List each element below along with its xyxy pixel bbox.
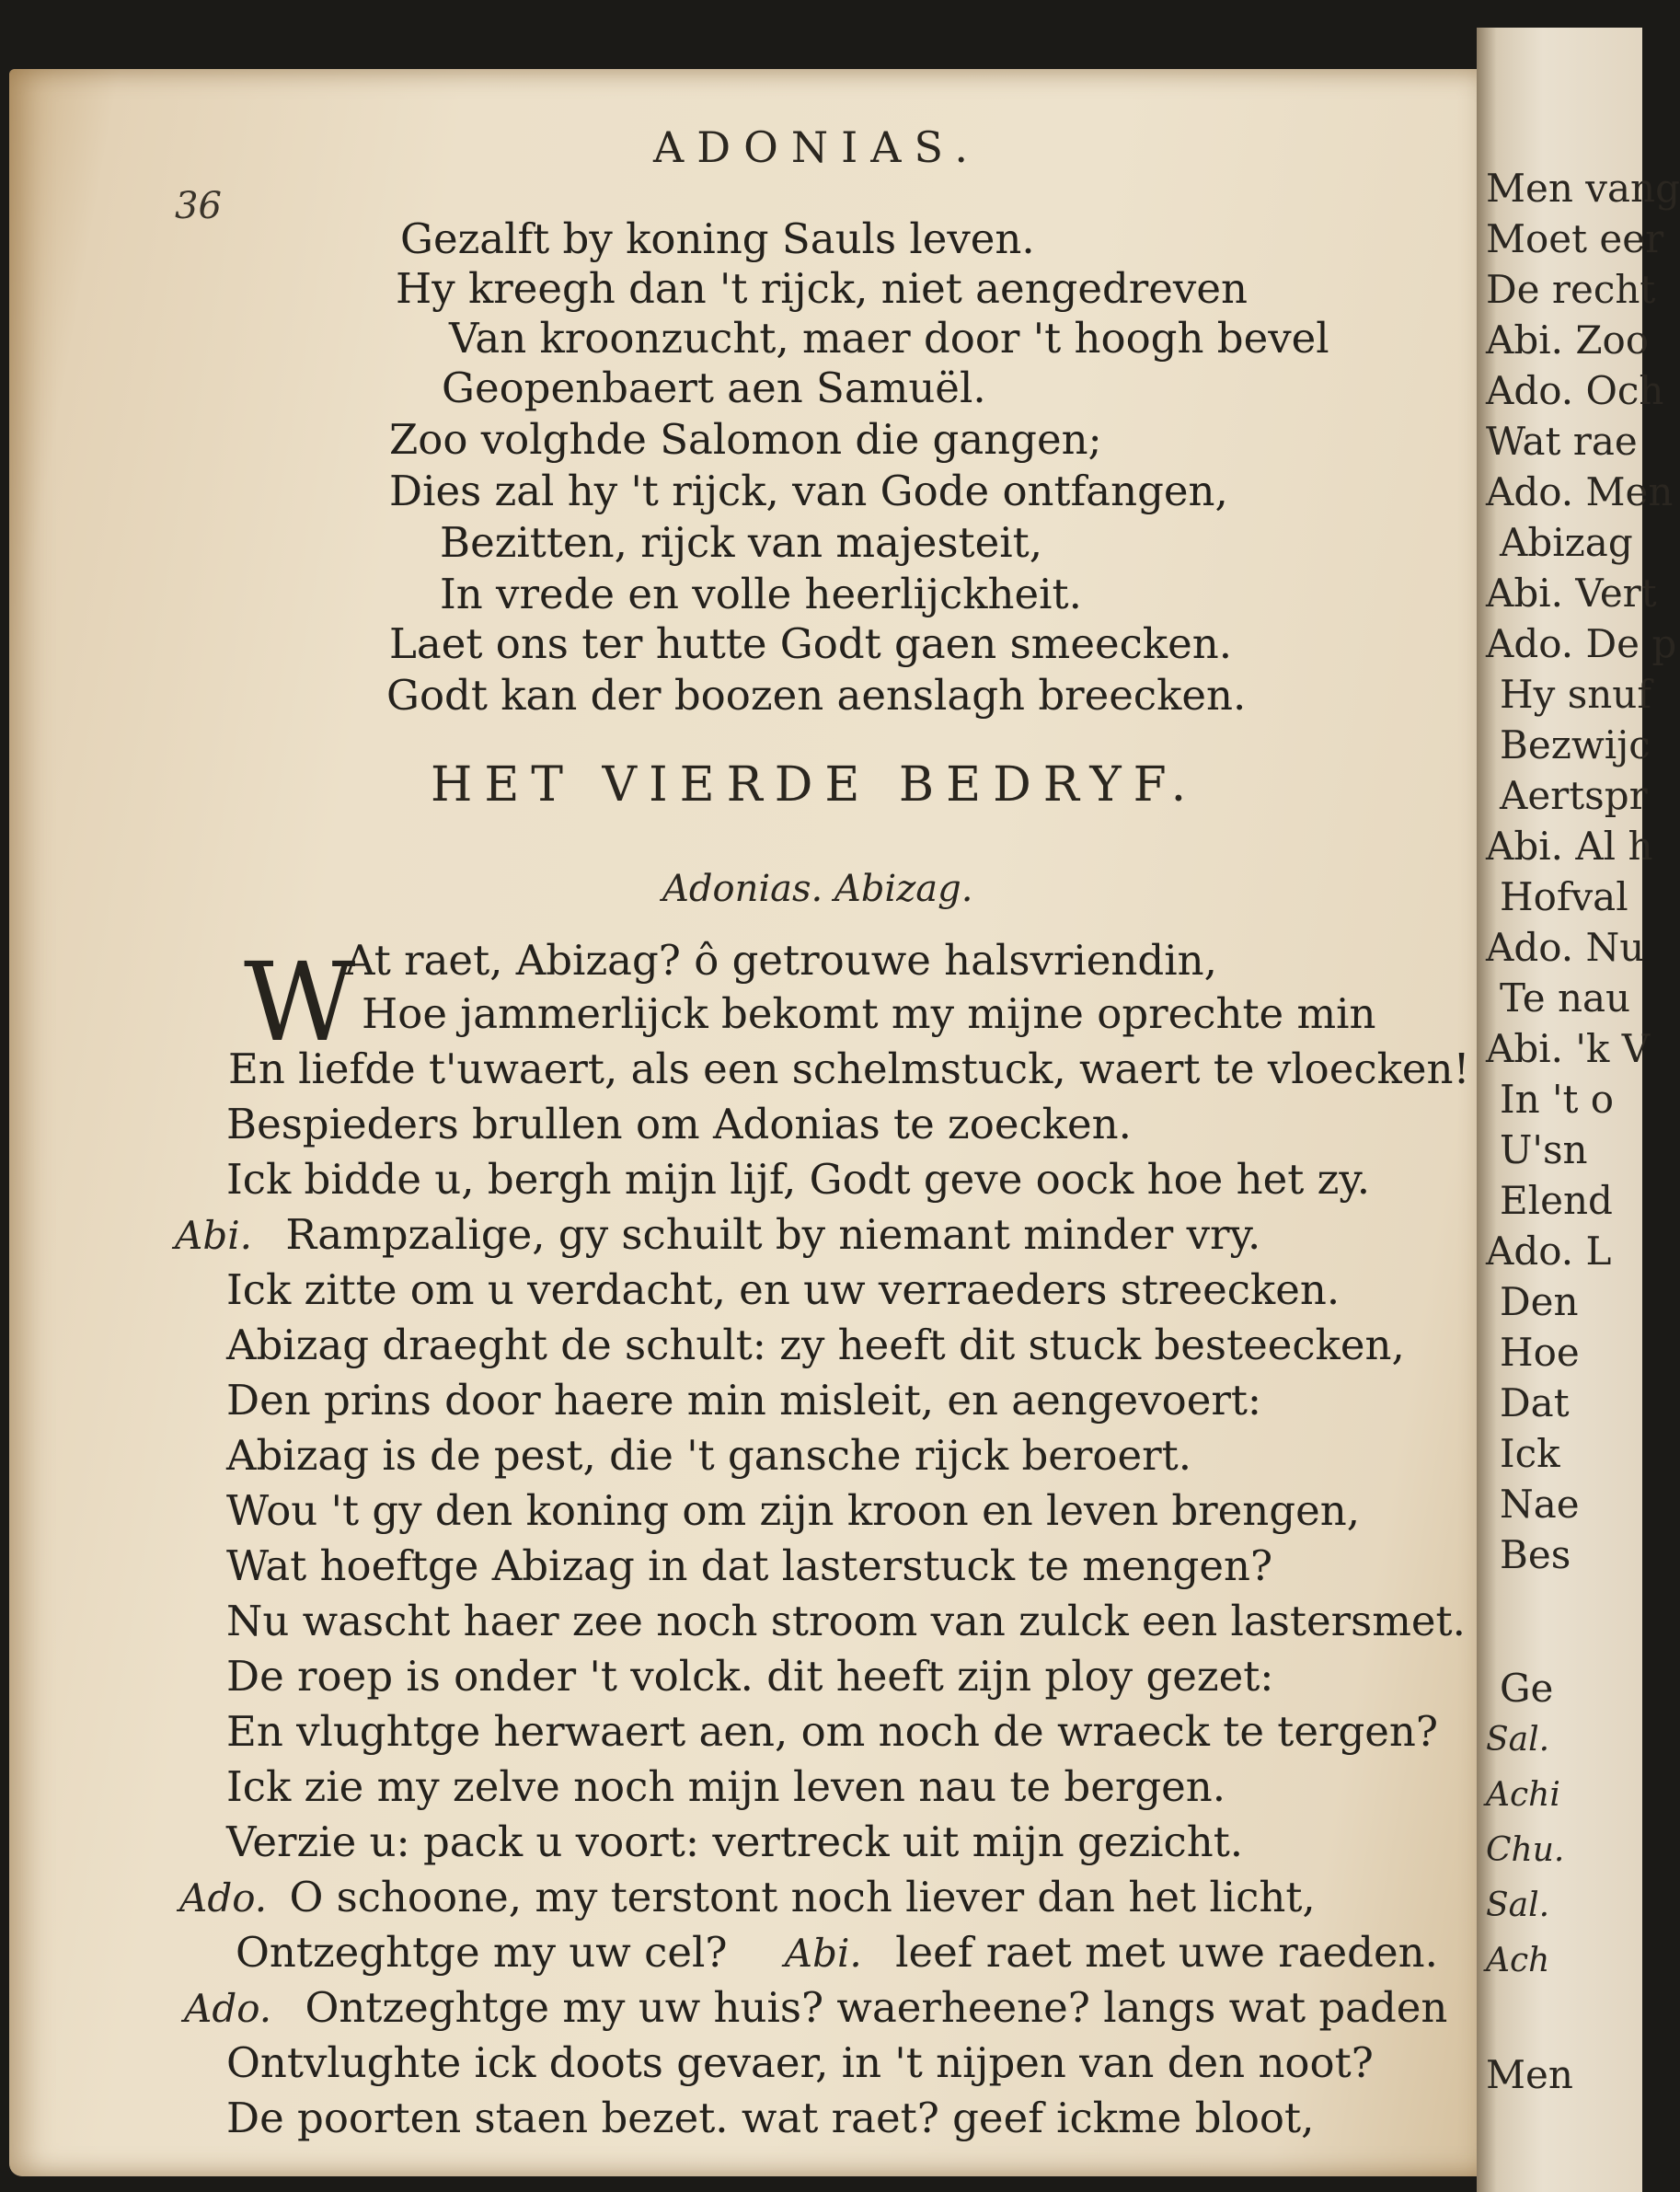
facing-line: Dat [1500,1380,1570,1425]
facing-speaker: Sal. [1486,1721,1550,1759]
facing-line: Abi. 'k V [1486,1026,1651,1071]
facing-line: Aertspr [1500,773,1648,818]
facing-line: Nae [1500,1482,1580,1527]
facing-line: Bes [1500,1532,1571,1577]
dialogue-line [184,1983,1447,2032]
chorus-line: Godt kan der boozen aenslagh breecken. [386,671,1247,720]
left-page [9,69,1490,2176]
facing-line: Bezwijc [1500,722,1651,767]
line-text: Den prins door haere min misleit, en aengevoert: [226,1376,1262,1425]
chorus-line: Gezalft by koning Sauls leven. [400,214,1035,263]
chorus-line: Bezitten, rijck van majesteit, [440,518,1043,567]
line-text: Ontzeghtge my uw cel? [236,1928,728,1977]
line-text: Rampzalige, gy schuilt by niemant minder vry. [285,1210,1261,1259]
dialogue-line [226,1652,1273,1701]
line-text: Hoe jammerlijck bekomt my mijne oprechte min [362,989,1376,1038]
facing-line: Abizag [1500,520,1633,565]
speaker-label: Abi. [784,1931,862,1976]
line-text: O schoone, my terstont noch liever dan het licht, [289,1873,1316,1921]
act-title: HET VIERDE BEDRYF. [431,757,1199,813]
facing-line: Ado. L [1486,1229,1612,1274]
dialogue-line [226,1541,1272,1590]
facing-speaker: Ach [1486,1942,1550,1979]
facing-line: De recht [1486,267,1656,312]
line-text: Wou 't gy den koning om zijn kroon en leven brengen, [226,1486,1361,1535]
facing-line: Moet eer [1486,216,1664,261]
facing-line: Men [1486,2052,1573,2097]
facing-line: Den [1500,1279,1579,1324]
dialogue-line [226,1707,1438,1756]
facing-line: Hoe [1500,1330,1580,1375]
line-text: At raet, Abizag? ô getrouwe halsvriendin, [345,936,1217,985]
facing-line: Men vang [1486,166,1680,211]
facing-line: Abi. Vert [1486,571,1657,616]
line-text: Abizag is de pest, die 't gansche rijck beroert. [226,1431,1192,1480]
line-text: De roep is onder 't volck. dit heeft zijn ploy gezet: [226,1652,1274,1701]
facing-line: In 't o [1500,1077,1615,1122]
dialogue-line [226,1265,1340,1314]
line-text: Ick zitte om u verdacht, en uw verraeders streecken. [226,1265,1341,1314]
facing-line: Ado. Nu [1486,925,1645,970]
chorus-line: Dies zal hy 't rijck, van Gode ontfangen, [389,467,1228,515]
facing-speaker: Chu. [1486,1831,1565,1869]
line-text: Abizag draeght de schult: zy heeft dit stuck besteecken, [226,1321,1405,1369]
facing-page [1477,28,1680,2192]
facing-line: Hy snuf [1500,672,1651,717]
line-text: Nu wascht haer zee noch stroom van zulck een lastersmet. [226,1597,1466,1645]
chorus-line: Geopenbaert aen Samuël. [442,363,986,412]
line-text: De poorten staen bezet. wat raet? geef ickme bloot, [226,2094,1315,2142]
facing-line: Ado. Men [1486,469,1674,514]
running-head: ADONIAS. [653,122,981,172]
speaker-label: Abi. [175,1213,252,1258]
facing-line: Ick [1500,1431,1560,1476]
line-text: Verzie u: pack u voort: vertreck uit mijn gezicht. [226,1817,1244,1866]
speaker-label: Ado. [184,1986,272,2031]
dialogue-line [226,1100,1132,1148]
line-text: Bespieders brullen om Adonias te zoecken. [226,1100,1132,1148]
line-text: Ick zie my zelve noch mijn leven nau te bergen. [226,1762,1226,1811]
line-text: Ick bidde u, bergh mijn lijf, Godt geve oock hoe het zy. [226,1155,1371,1204]
line-text: Wat hoeftge Abizag in dat lasterstuck te mengen? [226,1541,1273,1590]
line-text: En vlughtge herwaert aen, om noch de wraeck te tergen? [226,1707,1439,1756]
dialogue-line [226,1431,1191,1480]
facing-line: Abi. Al h [1486,824,1653,869]
line-text: Ontzeghtge my uw huis? waerheene? langs wat paden [305,1983,1448,2032]
facing-line: Te nau [1500,975,1631,1021]
dialogue-line [226,1486,1360,1535]
facing-line: Elend [1500,1178,1613,1223]
dialogue-line [179,1873,1316,1921]
chorus-line: In vrede en volle heerlijckheit. [440,570,1082,618]
facing-line: Ado. De p [1486,621,1677,666]
dialogue-line [226,1817,1243,1866]
facing-line: Wat rae [1486,419,1638,464]
dialogue-line [228,1044,1470,1093]
dramatis-personae: Adonias. Abizag. [662,868,973,910]
dialogue-line [226,1762,1225,1811]
facing-line: Ge [1500,1666,1554,1711]
chorus-line: Laet ons ter hutte Godt gaen smeecken. [389,619,1232,668]
facing-line: U'sn [1500,1127,1588,1172]
dialogue-line [226,2094,1314,2142]
dialogue-line [236,1928,1438,1977]
chorus-line: Van kroonzucht, maer door 't hoogh bevel [449,314,1329,363]
drop-cap: W [244,939,356,1066]
dialogue-line [175,1210,1260,1259]
line-text: leef raet met uwe raeden. [895,1928,1438,1977]
line-text: En liefde t'uwaert, als een schelmstuck, waert te vloecken! [228,1044,1470,1093]
chorus-line: Zoo volghde Salomon die gangen; [389,415,1102,464]
dialogue-line [226,2038,1374,2087]
line-text: Ontvlughte ick doots gevaer, in 't nijpen van den noot? [226,2038,1374,2087]
facing-speaker: Sal. [1486,1886,1550,1924]
dialogue-line [226,1376,1261,1425]
page-number: 36 [175,185,222,227]
dialogue-line [226,1597,1466,1645]
chorus-line: Hy kreegh dan 't rijck, niet aengedreven [396,264,1248,313]
speaker-label: Ado. [179,1875,268,1921]
dialogue-line [226,1321,1405,1369]
dialogue-line [345,936,1217,985]
dialogue-line [226,1155,1370,1204]
facing-line: Hofval [1500,874,1628,919]
facing-line: Ado. Och [1486,368,1664,413]
dialogue-line [362,989,1376,1038]
facing-line: Abi. Zoo [1486,317,1650,363]
facing-speaker: Achi [1486,1776,1560,1814]
